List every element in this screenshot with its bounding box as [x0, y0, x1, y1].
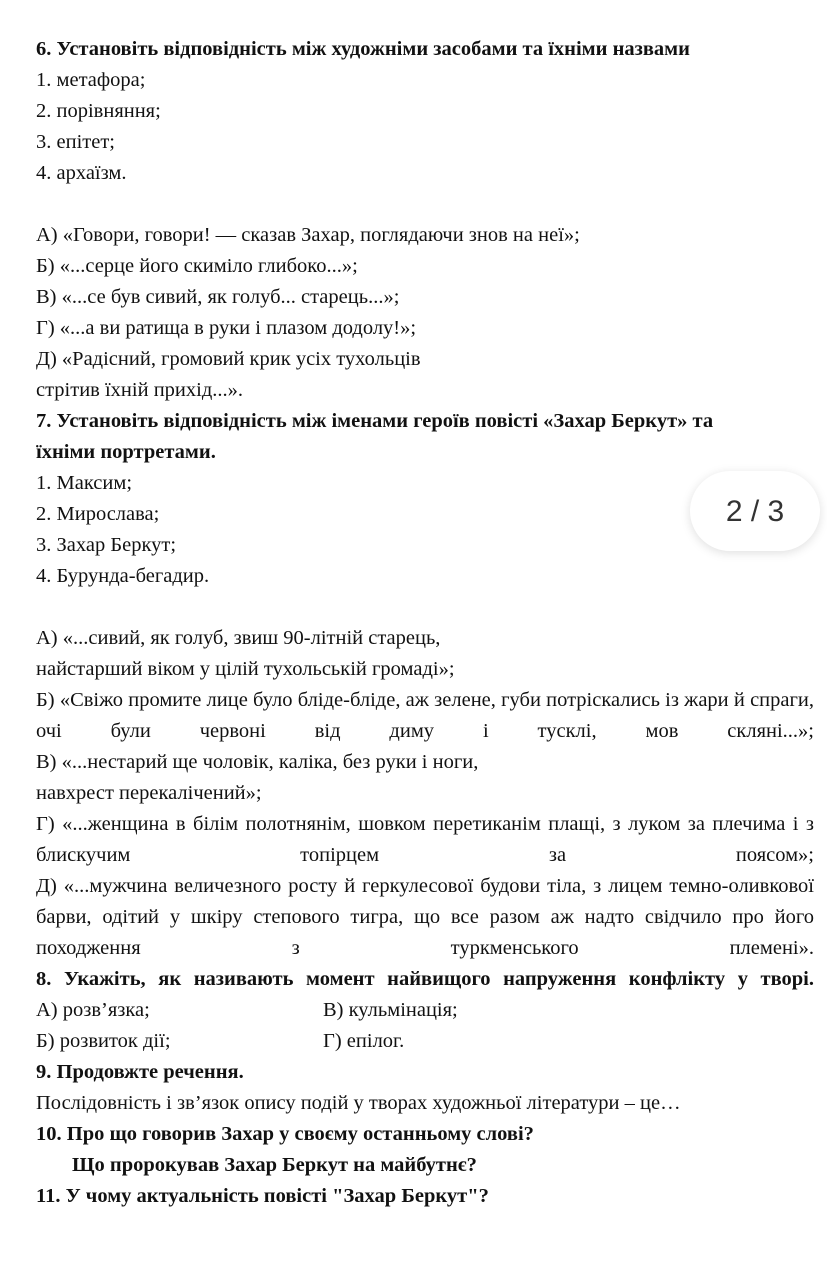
- q6-option-a: А) «Говори, говори! — сказав Захар, поглядаючи знов на неї»;: [36, 224, 580, 246]
- q7-option-g: Г) «...женщина в білім полотнянім, шовком перетиканім плащі, з луком за плечима і з блискучим топірцем за поясом»;: [36, 813, 814, 866]
- spacer: [36, 592, 814, 623]
- q7-option-d: Д) «...мужчина величезного росту й геркулесової будови тіла, з лицем темно-оливкової барви, одітий у шкіру степового тигра, що все разом аж надто свідчило про його походження з туркменського племені».: [36, 875, 814, 959]
- q7-option-b: Б) «Свіжо промите лице було бліде-бліде, аж зелене, губи потріскались із жари й спраги, очі були червоні від диму і тусклі, мов скляні...»;: [36, 689, 814, 742]
- q9-text: Послідовність і зв’язок опису подій у творах художньої літератури – це…: [36, 1092, 681, 1114]
- q6-option-v: В) «...се був сивий, як голуб... старець...»;: [36, 286, 400, 308]
- q8-option-a: А) розв’язка;: [36, 999, 150, 1021]
- q8-title: 8. Укажіть, як називають момент найвищого напруження конфлікту у творі.: [36, 968, 814, 990]
- q7-option-v-cont: навхрест перекалічений»;: [36, 782, 262, 804]
- q7-option-v: В) «...нестарий ще чоловік, каліка, без руки і ноги,: [36, 751, 479, 773]
- q6-item-3: 3. епітет;: [36, 131, 115, 153]
- q6-option-g: Г) «...а ви ратища в руки і плазом додолу!»;: [36, 317, 417, 339]
- q8-option-g: Г) епілог.: [323, 1030, 405, 1052]
- q7-item-3: 3. Захар Беркут;: [36, 534, 177, 556]
- q7-title: 7. Установіть відповідність між іменами героїв повісті «Захар Беркут» та: [36, 410, 714, 432]
- q6-item-1: 1. метафора;: [36, 69, 146, 91]
- q6-item-2: 2. порівняння;: [36, 100, 161, 122]
- q7-title-cont: їхніми портретами.: [36, 441, 216, 463]
- q7-item-1: 1. Максим;: [36, 472, 133, 494]
- q7-option-a: А) «...сивий, як голуб, звиш 90-літній старець,: [36, 627, 441, 649]
- page-indicator-label: 2 / 3: [725, 494, 785, 528]
- q9-title: 9. Продовжте речення.: [36, 1061, 244, 1083]
- q6-option-b: Б) «...серце його скиміло глибоко...»;: [36, 255, 358, 277]
- q10-title: 10. Про що говорив Захар у своєму останньому слові?: [36, 1123, 534, 1145]
- q8-options-row-1: [36, 995, 814, 1026]
- q8-option-v: В) кульмінація;: [323, 999, 458, 1021]
- q10-title-cont: Що пророкував Захар Беркут на майбутнє?: [72, 1154, 477, 1176]
- q8-options-row-2: [36, 1026, 814, 1057]
- document-page: [36, 34, 814, 1212]
- q7-option-a-cont: найстарший віком у цілій тухольській громаді»;: [36, 658, 455, 680]
- spacer: [36, 189, 814, 220]
- q6-option-d: Д) «Радісний, громовий крик усіх тухольців: [36, 348, 421, 370]
- q11-title: 11. У чому актуальність повісті "Захар Беркут"?: [36, 1185, 489, 1207]
- q6-option-d-cont: стрітив їхній прихід...».: [36, 379, 244, 401]
- q7-item-4: 4. Бурунда-бегадир.: [36, 565, 210, 587]
- page-indicator: [690, 471, 820, 551]
- q6-title: 6. Установіть відповідність між художніми засобами та їхніми назвами: [36, 38, 690, 60]
- q8-option-b: Б) розвиток дії;: [36, 1030, 171, 1052]
- q7-item-2: 2. Мирослава;: [36, 503, 160, 525]
- q6-item-4: 4. архаїзм.: [36, 162, 127, 184]
